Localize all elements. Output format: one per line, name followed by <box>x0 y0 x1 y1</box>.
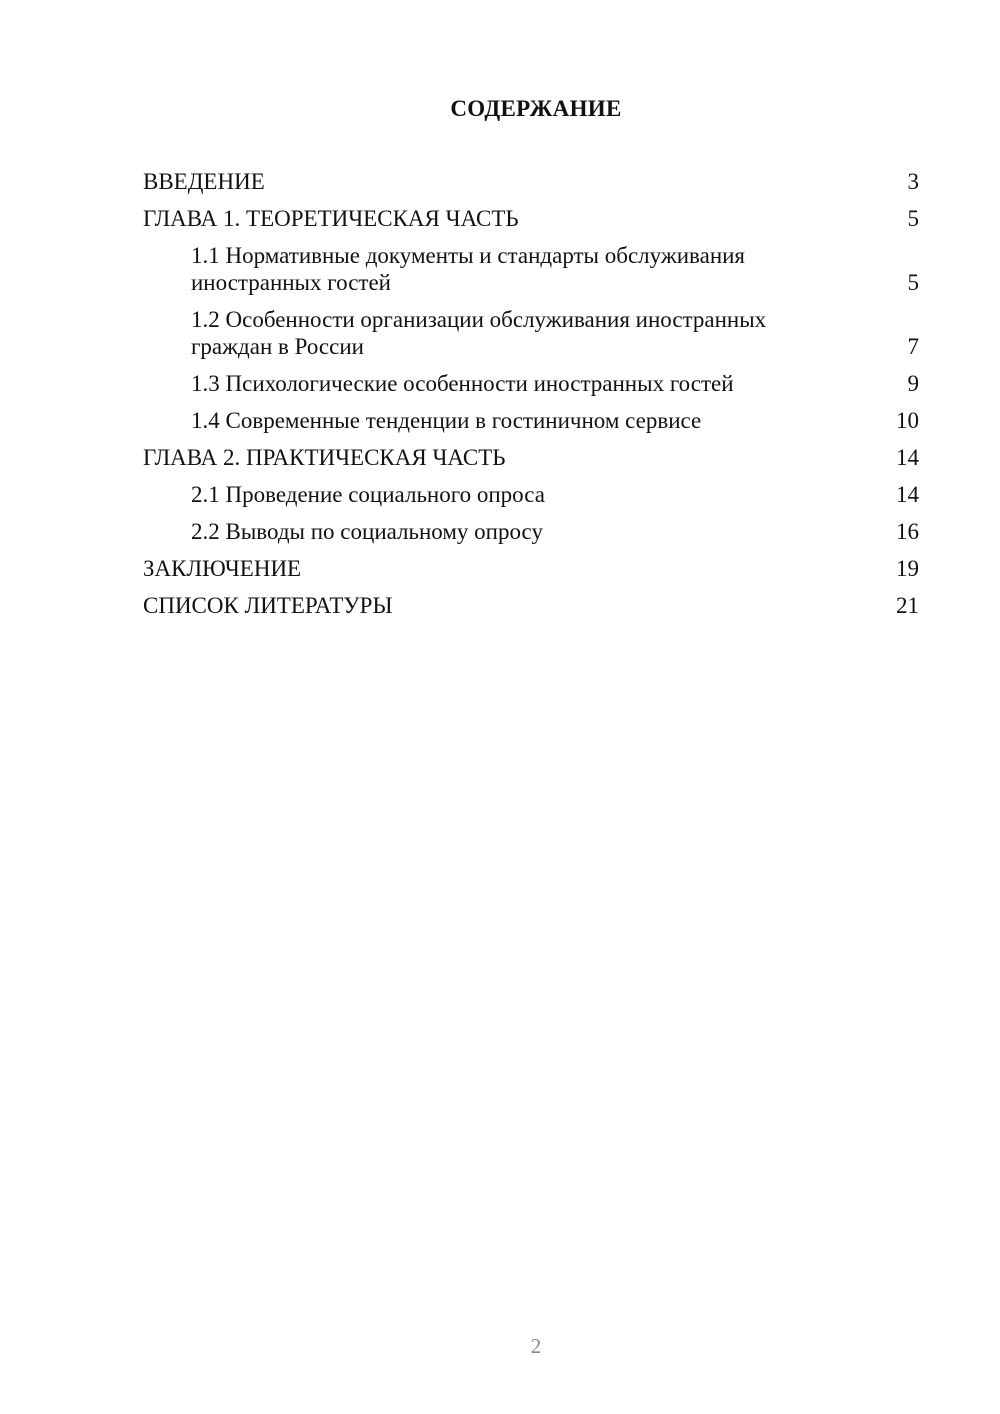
toc-entry-label: 2.2 Выводы по социальному опросу <box>191 519 543 544</box>
toc-entry[interactable] <box>143 592 919 619</box>
toc-entry-page: 16 <box>896 519 919 544</box>
toc-subentry[interactable] <box>143 306 919 360</box>
toc-entry-page: 19 <box>896 556 919 581</box>
toc-entry-page: 5 <box>907 206 919 231</box>
toc-subentry[interactable] <box>143 481 919 508</box>
toc-subentry[interactable] <box>143 407 919 434</box>
toc-entry-page: 3 <box>907 169 919 194</box>
toc-entry-label: 2.1 Проведение социального опроса <box>191 482 545 507</box>
toc-entry-label: ГЛАВА 1. ТЕОРЕТИЧЕСКАЯ ЧАСТЬ <box>143 206 519 231</box>
toc-entry-label: 1.1 Нормативные документы и стандарты обслуживания иностранных гостей <box>191 243 746 295</box>
toc-entry-label: ЗАКЛЮЧЕНИЕ <box>143 556 302 581</box>
toc-entry-page: 21 <box>896 593 919 618</box>
toc-entry-label: СПИСОК ЛИТЕРАТУРЫ <box>143 593 393 618</box>
toc-entry[interactable] <box>143 555 919 582</box>
toc-entry[interactable] <box>143 205 919 232</box>
toc-entry[interactable] <box>143 444 919 471</box>
toc-entry-label: 1.2 Особенности организации обслуживания иностранных граждан в России <box>191 307 767 359</box>
toc-entry-label: ВВЕДЕНИЕ <box>143 169 265 194</box>
toc-entry-page: 9 <box>907 371 919 396</box>
toc-entry-page: 5 <box>907 270 919 295</box>
toc-entry-page: 14 <box>896 445 919 470</box>
toc-entry-page: 7 <box>907 334 919 359</box>
toc-entry-page: 14 <box>896 482 919 507</box>
toc-subentry[interactable] <box>143 370 919 397</box>
toc-entry-label: ГЛАВА 2. ПРАКТИЧЕСКАЯ ЧАСТЬ <box>143 445 506 470</box>
table-of-contents <box>143 168 919 629</box>
toc-title: СОДЕРЖАНИЕ <box>450 96 622 121</box>
toc-entry-label: 1.4 Современные тенденции в гостиничном сервисе <box>191 408 702 433</box>
toc-entry-page: 10 <box>896 408 919 433</box>
page-number: 2 <box>530 1334 542 1358</box>
toc-subentry[interactable] <box>143 518 919 545</box>
toc-entry-label: 1.3 Психологические особенности иностранных гостей <box>191 371 734 396</box>
toc-entry[interactable] <box>143 168 919 195</box>
toc-subentry[interactable] <box>143 242 919 296</box>
